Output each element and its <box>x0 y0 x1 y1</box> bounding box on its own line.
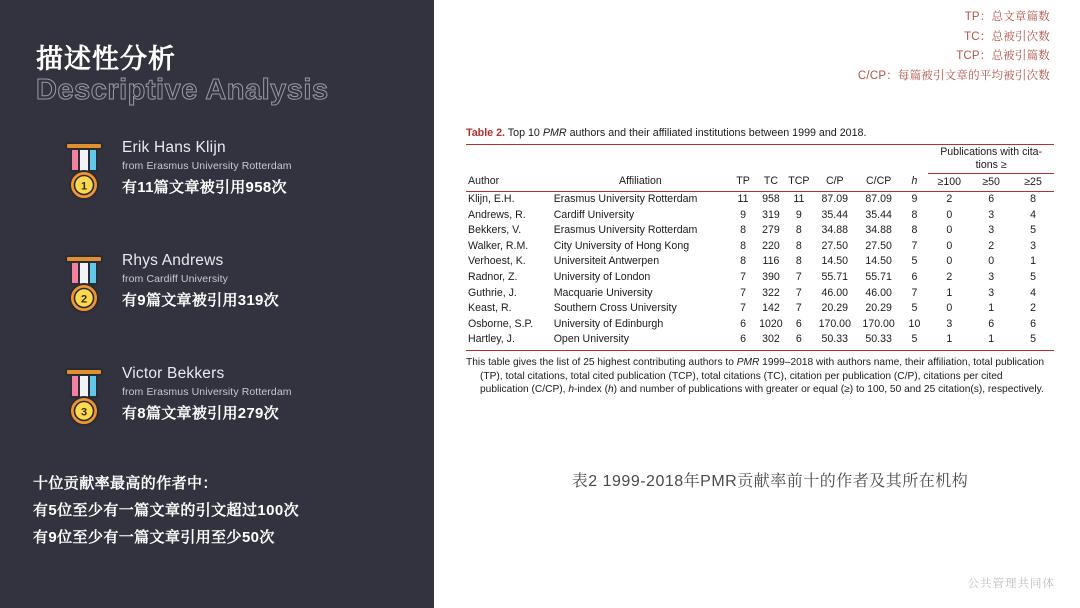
author-citation-stat: 有9篇文章被引用319次 <box>122 292 279 309</box>
cell-h: 5 <box>911 255 918 268</box>
table-caption-journal: PMR <box>542 127 567 139</box>
footnote-seg-1: This table gives the list of 25 highest contributing authors to <box>466 357 737 369</box>
table-row <box>466 301 1054 317</box>
cell-tcp: 6 <box>795 317 802 330</box>
cell-author: Keast, R. <box>468 302 512 315</box>
cell-cp: 35.44 <box>821 208 849 221</box>
footnote-seg-2: 1999–2018 with authors name, their affiliation, total publication (TP), total citations, total cited publication (TCP), total citations (TC), citation per publication (C/P), citations per cited publication (C/CP), <box>480 357 1045 396</box>
column-header-author: Author <box>468 174 500 187</box>
cell-cp: 14.50 <box>821 255 849 268</box>
cell-ge100: 2 <box>946 271 953 284</box>
watermark: 公共管理共同体 <box>967 578 1055 590</box>
cell-tcp: 9 <box>795 208 802 221</box>
table-row <box>466 286 1054 302</box>
cell-ccp: 14.50 <box>865 255 892 268</box>
cell-tc: 142 <box>762 302 780 315</box>
cell-ge50: 1 <box>988 333 995 346</box>
cell-ccp: 170.00 <box>862 317 895 330</box>
cell-ge25: 3 <box>1030 239 1036 252</box>
cell-h: 7 <box>911 239 918 252</box>
cell-tcp: 6 <box>795 333 802 346</box>
from-label: from <box>122 273 144 285</box>
legend-line-ccp: C/CP：每篇被引文章的平均被引次数 <box>857 69 1050 82</box>
column-header-cp: C/P <box>825 175 844 188</box>
author-info <box>122 251 472 313</box>
cell-ge100: 0 <box>946 302 953 315</box>
cell-tc: 322 <box>762 286 780 299</box>
cell-ccp: 34.88 <box>865 224 892 237</box>
cell-affiliation: Cardiff University <box>553 208 635 221</box>
footnote-h-2: h <box>607 384 614 396</box>
summary-line-3: 有9位至少有一篇文章引用至少50次 <box>33 529 275 546</box>
summary-block <box>33 470 299 551</box>
column-header-affiliation: Affiliation <box>619 174 662 187</box>
affiliation-text: Erasmus University Rotterdam <box>146 160 292 172</box>
author-citation-stat: 有8篇文章被引用279次 <box>122 405 279 422</box>
cell-author: Walker, R.M. <box>468 239 529 252</box>
cell-author: Andrews, R. <box>468 208 526 221</box>
cell-cp: 55.71 <box>821 271 849 284</box>
cell-tp: 9 <box>740 208 746 221</box>
cell-ccp: 27.50 <box>865 239 892 252</box>
cell-h: 5 <box>911 333 918 346</box>
author-name: Rhys Andrews <box>122 252 224 269</box>
legend-line-tp: TP：总文章篇数 <box>964 11 1050 23</box>
cell-tcp: 7 <box>795 286 802 299</box>
cell-tp: 7 <box>740 302 746 315</box>
publications-span-header <box>928 145 1054 174</box>
from-label: from <box>122 160 144 172</box>
table-footnote-text <box>466 356 1054 397</box>
author-info <box>122 138 472 200</box>
cell-h: 7 <box>911 286 918 299</box>
footnote-seg-3: -index ( <box>574 384 608 396</box>
cell-affiliation: City University of Hong Kong <box>553 239 690 252</box>
medal-icon <box>58 253 110 315</box>
cell-cp: 87.09 <box>821 193 849 206</box>
cell-tcp: 7 <box>795 271 802 284</box>
column-header-ge100: ≥100 <box>937 175 962 188</box>
cell-tc: 958 <box>762 193 780 206</box>
affiliation-text: Erasmus University Rotterdam <box>146 386 292 398</box>
cell-ge25: 5 <box>1030 333 1036 346</box>
table-row <box>466 192 1054 208</box>
cell-ge100: 1 <box>946 333 953 346</box>
cell-tc: 390 <box>762 271 780 284</box>
author-name: Erik Hans Klijn <box>122 139 226 156</box>
cell-ge100: 0 <box>946 239 953 252</box>
cell-author: Verhoest, K. <box>468 255 526 268</box>
medal-icon <box>58 140 110 202</box>
cell-ge100: 3 <box>946 317 953 330</box>
cell-tc: 1020 <box>759 317 783 330</box>
table-header-row <box>466 174 1054 190</box>
cell-author: Radnor, Z. <box>468 271 518 284</box>
cell-tp: 8 <box>740 239 746 252</box>
table-footnote <box>466 356 1054 397</box>
cell-affiliation: University of London <box>553 271 651 284</box>
cell-h: 8 <box>911 208 918 221</box>
footnote-journal: PMR <box>736 357 760 369</box>
table-span-header-row <box>466 145 1054 174</box>
cell-cp: 20.29 <box>821 302 849 315</box>
cell-h: 8 <box>911 224 918 237</box>
author-affiliation <box>122 158 472 175</box>
cell-ge25: 1 <box>1030 255 1036 268</box>
abbreviation-legend <box>858 8 1050 86</box>
cell-author: Bekkers, V. <box>468 224 522 237</box>
column-header-h: h <box>911 175 918 188</box>
cell-author: Guthrie, J. <box>468 286 517 299</box>
cell-tc: 279 <box>762 224 780 237</box>
cell-ge25: 4 <box>1030 208 1036 221</box>
medal-rank-number: 3 <box>80 406 88 419</box>
cell-ge50: 3 <box>988 224 995 237</box>
cell-author: Hartley, J. <box>468 333 515 346</box>
column-header-tc: TC <box>763 175 778 188</box>
cell-tp: 6 <box>740 317 746 330</box>
cell-ge100: 1 <box>946 286 953 299</box>
column-header-ge50: ≥50 <box>982 175 1000 188</box>
cell-ge25: 2 <box>1030 302 1036 315</box>
table-bottom-rule <box>466 348 1054 351</box>
cell-affiliation: Universiteit Antwerpen <box>553 255 660 268</box>
table-row <box>466 223 1054 239</box>
cell-tcp: 8 <box>795 255 802 268</box>
cell-cp: 170.00 <box>818 317 851 330</box>
author-affiliation <box>122 271 472 288</box>
cell-ge25: 5 <box>1030 224 1036 237</box>
left-dark-panel <box>0 0 434 608</box>
cell-tcp: 8 <box>795 239 802 252</box>
table-body <box>466 192 1054 348</box>
summary-line-2: 有5位至少有一篇文章的引文超过100次 <box>33 502 299 519</box>
table-row <box>466 208 1054 224</box>
cell-tc: 116 <box>762 255 780 268</box>
cell-h: 9 <box>911 193 918 206</box>
cell-h: 5 <box>911 302 918 315</box>
cell-tcp: 7 <box>795 302 802 315</box>
cell-affiliation: Open University <box>553 333 630 346</box>
cell-ccp: 20.29 <box>865 302 892 315</box>
cell-ccp: 55.71 <box>865 271 892 284</box>
cell-ge100: 0 <box>946 255 953 268</box>
author-citation-stat: 有11篇文章被引用958次 <box>122 179 287 196</box>
column-header-tcp: TCP <box>788 175 810 188</box>
cell-ge50: 6 <box>988 317 995 330</box>
table-caption-label: Table 2. <box>466 127 506 139</box>
pmr-authors-table <box>466 145 1054 351</box>
cell-affiliation: Erasmus University Rotterdam <box>553 193 698 206</box>
cell-tc: 302 <box>762 333 780 346</box>
page-title: 描述性分析 <box>36 44 176 74</box>
medal-rank-number: 1 <box>80 180 88 193</box>
table-figure <box>466 126 1054 397</box>
table-caption-pre: Top 10 <box>505 127 543 139</box>
cell-ccp: 87.09 <box>865 193 892 206</box>
span-header-line-2: tions ≥ <box>975 159 1007 171</box>
cell-tp: 8 <box>740 255 746 268</box>
cell-ge50: 3 <box>988 208 995 221</box>
cell-ge25: 5 <box>1030 271 1036 284</box>
table-row <box>466 239 1054 255</box>
cell-tc: 319 <box>762 208 780 221</box>
span-header-line-1: Publications with cita- <box>940 146 1043 158</box>
cell-ge50: 0 <box>988 255 995 268</box>
cell-affiliation: Erasmus University Rotterdam <box>553 224 698 237</box>
cell-affiliation: Macquarie University <box>553 286 653 299</box>
from-label: from <box>122 386 144 398</box>
cell-ge50: 3 <box>988 286 995 299</box>
table-row <box>466 317 1054 333</box>
cell-cp: 34.88 <box>821 224 849 237</box>
table-caption-post: authors and their affiliated institutions between 1999 and 2018. <box>566 127 867 139</box>
cell-tp: 6 <box>740 333 746 346</box>
cell-ccp: 35.44 <box>865 208 892 221</box>
footnote-seg-4: ) and number of publications with greater or equal (≥) to 100, 50 and 25 citation(s), respectively. <box>613 384 1044 396</box>
cell-ccp: 46.00 <box>865 286 892 299</box>
affiliation-text: Cardiff University <box>146 273 228 285</box>
column-header-ccp: C/CP <box>865 175 892 188</box>
medal-icon <box>58 366 110 428</box>
column-header-ge25: ≥25 <box>1024 175 1042 188</box>
cell-ge50: 2 <box>988 239 995 252</box>
author-name: Victor Bekkers <box>122 365 225 382</box>
footnote-h-1: h <box>568 384 574 396</box>
cell-tp: 7 <box>740 286 746 299</box>
legend-line-tcp: TCP：总被引篇数 <box>956 50 1050 62</box>
cell-affiliation: University of Edinburgh <box>553 317 664 330</box>
table-row <box>466 270 1054 286</box>
legend-line-tc: TC：总被引次数 <box>964 30 1050 43</box>
cell-ccp: 50.33 <box>865 333 892 346</box>
cell-affiliation: Southern Cross University <box>553 302 677 315</box>
column-header-tp: TP <box>736 175 750 188</box>
summary-line-1: 十位贡献率最高的作者中： <box>33 475 218 492</box>
cell-tcp: 11 <box>793 193 805 206</box>
cell-h: 10 <box>908 317 921 330</box>
table-row <box>466 254 1054 270</box>
cell-cp: 46.00 <box>821 286 849 299</box>
table-caption <box>466 126 1054 145</box>
cell-ge100: 2 <box>946 193 953 206</box>
cell-ge25: 8 <box>1030 193 1036 206</box>
cell-tp: 8 <box>740 224 746 237</box>
cell-ge50: 3 <box>988 271 995 284</box>
medal-rank-number: 2 <box>80 293 88 306</box>
chinese-table-caption: 表2 1999-2018年PMR贡献率前十的作者及其所在机构 <box>571 473 969 490</box>
cell-ge100: 0 <box>946 208 953 221</box>
cell-ge100: 0 <box>946 224 953 237</box>
author-info <box>122 364 472 426</box>
cell-tcp: 8 <box>795 224 802 237</box>
cell-h: 6 <box>911 271 918 284</box>
page-subtitle: Descriptive Analysis <box>36 74 329 106</box>
cell-tc: 220 <box>762 239 780 252</box>
table-row <box>466 332 1054 348</box>
cell-tp: 11 <box>737 193 749 206</box>
cell-author: Osborne, S.P. <box>468 317 534 330</box>
cell-ge50: 6 <box>988 193 995 206</box>
author-affiliation <box>122 384 472 401</box>
cell-ge25: 4 <box>1030 286 1036 299</box>
cell-tp: 7 <box>740 271 746 284</box>
cell-ge50: 1 <box>988 302 995 315</box>
cell-author: Klijn, E.H. <box>468 193 515 206</box>
cell-cp: 50.33 <box>821 333 849 346</box>
cell-ge25: 6 <box>1030 317 1036 330</box>
cell-cp: 27.50 <box>821 239 849 252</box>
